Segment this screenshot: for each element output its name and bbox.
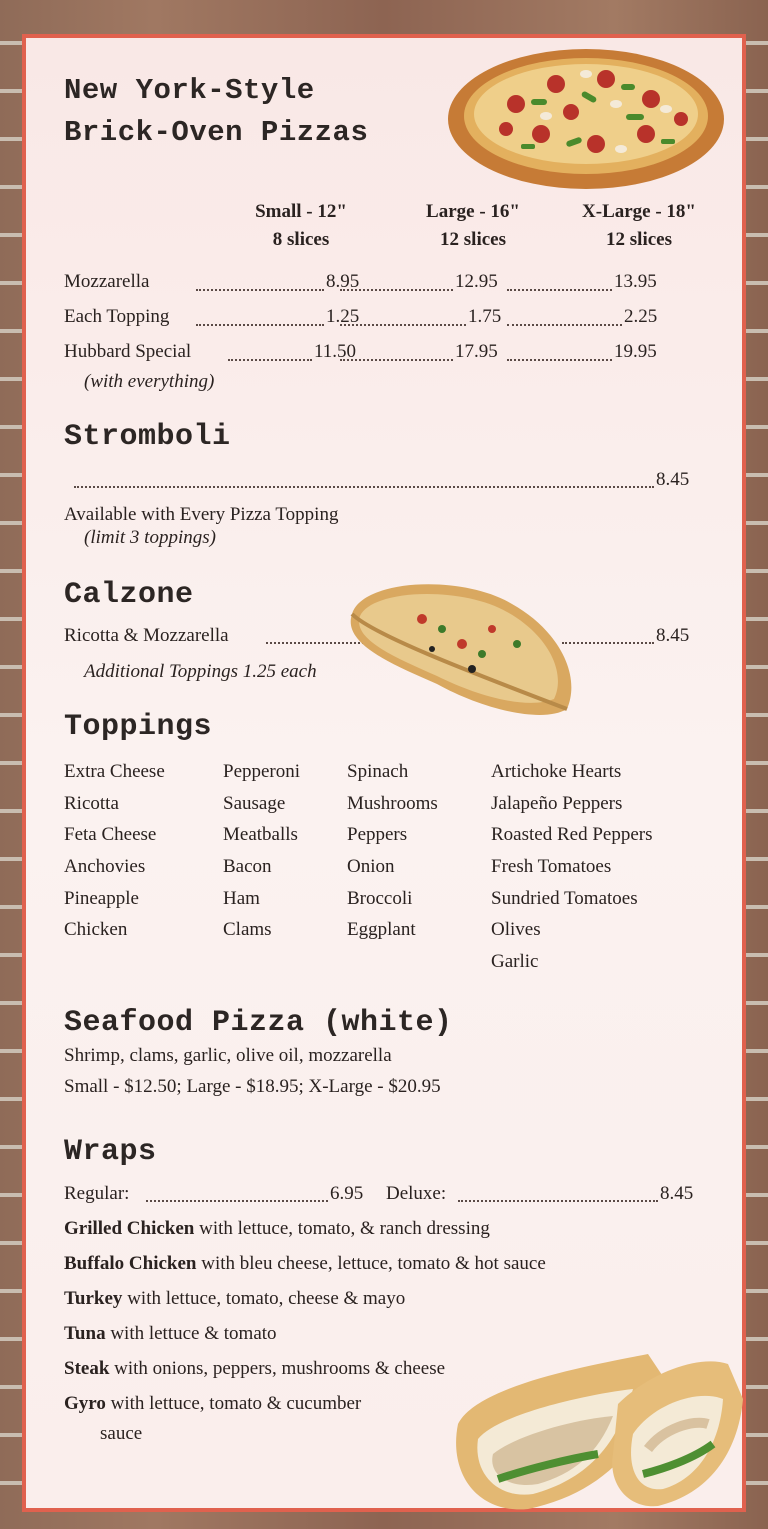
seafood-desc: Shrimp, clams, garlic, olive oil, mozzarella: [64, 1045, 392, 1066]
topping-item: Artichoke Hearts: [491, 761, 622, 782]
wrap-item-grilled-chicken: Grilled Chicken with lettuce, tomato, & ranch dressing: [64, 1218, 490, 1239]
pizza-row-each-topping: Each Topping 1.25 1.75 2.25: [64, 306, 658, 327]
topping-item: Mushrooms: [347, 792, 438, 814]
toppings-col-1: [64, 756, 165, 946]
stromboli-title: Stromboli: [64, 420, 231, 454]
topping-item: Garlic: [491, 951, 539, 973]
topping-item: Eggplant: [347, 919, 416, 941]
wrap-item-buffalo-chicken: Buffalo Chicken with bleu cheese, lettuce, tomato & hot sauce: [64, 1253, 546, 1274]
topping-item: Olives: [491, 919, 541, 941]
pizza-row-hubbard-special: Hubbard Special 11.50 17.95 19.95: [64, 341, 657, 362]
wrap-item-turkey: Turkey with lettuce, tomato, cheese & mayo: [64, 1288, 406, 1309]
pizza-section-title: [64, 70, 368, 154]
topping-item: Bacon: [223, 856, 272, 878]
topping-item: Ricotta: [64, 792, 119, 814]
wraps-regular-price: 6.95: [330, 1183, 364, 1204]
size-header-large: Large - 16" 12 slices: [426, 201, 520, 250]
size-header-xlarge: X-Large - 18" 12 slices: [582, 201, 696, 250]
menu-panel: [22, 34, 746, 1512]
title-line-1: New York-Style: [64, 74, 315, 107]
pizza-row-mozzarella: Mozzarella 8.95 12.95 13.95: [64, 271, 657, 292]
calzone-image: [342, 574, 582, 724]
calzone-item: Ricotta & Mozzarella: [64, 625, 229, 646]
size-header-small: Small - 12" 8 slices: [255, 201, 347, 250]
stromboli-note: (limit 3 toppings): [84, 527, 216, 548]
wraps-deluxe-price: 8.45: [660, 1183, 694, 1204]
topping-item: Extra Cheese: [64, 761, 165, 782]
topping-item: Anchovies: [64, 856, 146, 878]
toppings-col-2: [223, 756, 300, 946]
topping-item: Pineapple: [64, 887, 139, 909]
calzone-price: 8.45: [656, 625, 690, 646]
calzone-note: Additional Toppings 1.25 each: [84, 661, 317, 682]
topping-item: Sausage: [223, 792, 286, 814]
wrap-image: [438, 1344, 748, 1514]
pizza-image: [446, 44, 726, 194]
wraps-regular-label: Regular:: [64, 1183, 130, 1204]
topping-item: Pepperoni: [223, 761, 301, 782]
topping-item: Broccoli: [347, 887, 413, 909]
topping-item: Peppers: [347, 824, 408, 846]
wrap-item-tuna: Tuna with lettuce & tomato: [64, 1323, 277, 1344]
topping-item: Fresh Tomatoes: [491, 856, 612, 878]
toppings-col-3: [347, 756, 438, 946]
topping-item: Clams: [223, 919, 272, 941]
topping-item: Onion: [347, 856, 395, 878]
topping-item: Jalapeño Peppers: [491, 792, 623, 814]
topping-item: Feta Cheese: [64, 824, 157, 846]
seafood-prices: Small - $12.50; Large - $18.95; X-Large - $20.95: [64, 1076, 441, 1097]
topping-item: Sundried Tomatoes: [491, 887, 638, 909]
wrap-item-gyro: Gyro with lettuce, tomato & cucumber: [64, 1393, 362, 1414]
topping-item: Ham: [223, 887, 260, 909]
topping-item: Roasted Red Peppers: [491, 824, 653, 846]
topping-item: Chicken: [64, 919, 128, 941]
wrap-item-steak: Steak with onions, peppers, mushrooms & cheese: [64, 1358, 446, 1379]
seafood-title: Seafood Pizza (white): [64, 1006, 453, 1040]
stromboli-price: 8.45: [656, 469, 690, 490]
wraps-title: Wraps: [64, 1135, 157, 1169]
wrap-item-gyro-cont: sauce: [100, 1423, 143, 1444]
calzone-title: Calzone: [64, 578, 194, 612]
hubbard-note: (with everything): [84, 371, 215, 392]
toppings-title: Toppings: [64, 710, 213, 744]
wraps-deluxe-label: Deluxe:: [386, 1183, 447, 1204]
title-line-2: Brick-Oven Pizzas: [64, 116, 369, 149]
stromboli-desc: Available with Every Pizza Topping: [64, 504, 339, 525]
topping-item: Meatballs: [223, 824, 298, 846]
topping-item: Spinach: [347, 761, 409, 782]
toppings-col-4: [491, 756, 652, 978]
